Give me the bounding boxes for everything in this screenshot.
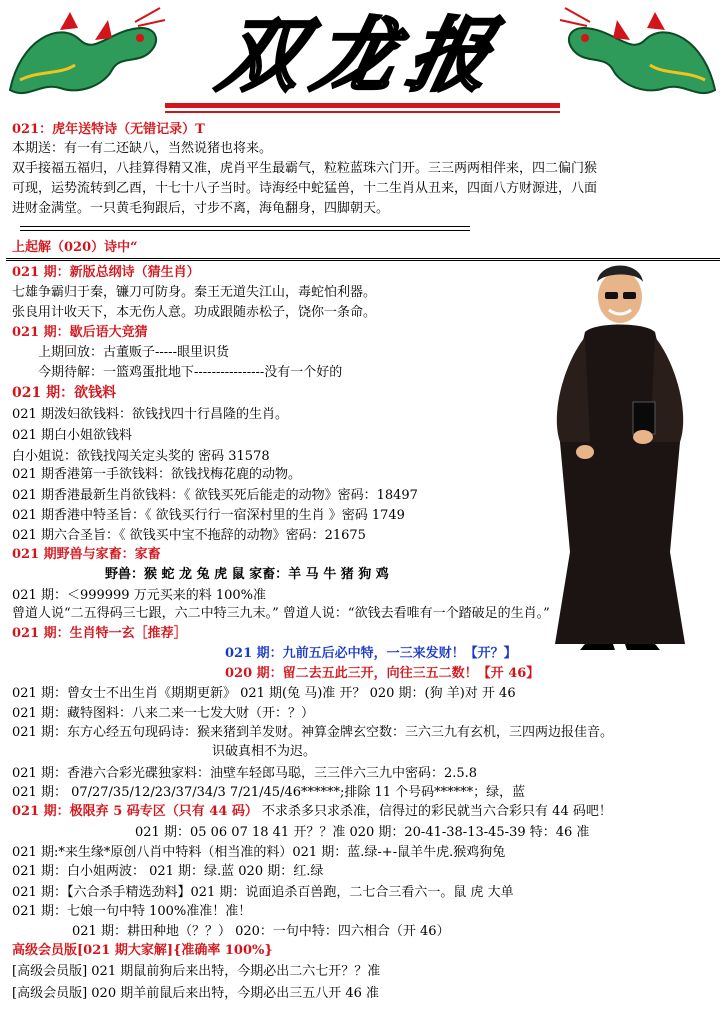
- line-l7-text: 不求杀多只求杀准，信得过的彩民就当六合彩只有 44 码吧！: [262, 804, 612, 819]
- riddle-title: 021 期：歇后语大竞猜: [12, 325, 148, 340]
- line-l9: 021 期:*来生缘*原创八肖中特料（相当准的料）021 期：蓝.绿-+-鼠羊牛虎.猴鸡狗兔: [12, 845, 506, 860]
- section2-title: 上起解（020）诗中“: [12, 240, 138, 255]
- line-l3: 021 期：东方心经五句现码诗：猴来猪到羊发财。神算金牌玄空数：三六三九有玄机，三四两边报佳音。: [12, 725, 613, 740]
- line-l7: [12, 804, 612, 820]
- divider: [20, 226, 470, 227]
- man-in-robe-illustration: [545, 252, 695, 652]
- masthead-underline: [165, 103, 560, 108]
- riddle-prev: 上期回放：古董贩子-----眼里识货: [38, 345, 229, 360]
- masthead-title: 双龙报: [211, 9, 514, 102]
- vip-title: 高级会员版[021 期大家解]{准确率 100%}: [12, 943, 273, 958]
- money-line2: 021 期白小姐欲钱料: [12, 428, 132, 443]
- section1-line4: 进财金满堂。一只黄毛狗跟后，寸步不离，海龟翻身，四脚朝天。: [12, 201, 390, 216]
- line-l8: 021 期：05 06 07 18 41 开？？准 020 期：20-41-38-13-45-39 特：46 准: [135, 825, 590, 840]
- poem-title: 021 期：新版总纲诗（猜生肖）: [12, 265, 200, 280]
- line-l5: 021 期：香港六合彩光碟独家料：油壁车轻郎马聪，三三伴六三九中密码：2.5.8: [12, 766, 478, 781]
- xuan-title: 021 期：生肖特一玄［推荐］: [12, 626, 187, 641]
- line-l13: 021 期：耕田种地（？？） 020：一句中特：四六相合（开 46）: [72, 924, 450, 939]
- line-l10: 021 期：白小姐两波： 021 期：绿.蓝 020 期：红.绿: [12, 864, 324, 879]
- beast-title: 021 期野兽与家畜：家畜: [12, 547, 161, 562]
- masthead-underline-thin: [165, 111, 560, 113]
- money-line5: 021 期香港最新生肖欲钱料：《 欲钱买死后能走的动物》密码：18497: [12, 488, 418, 503]
- money-line1: 021 期泼妇欲钱料：欲钱找四十行昌隆的生肖。: [12, 407, 288, 422]
- line-l1: 021 期：曾女士不出生肖《期期更新》 021 期(兔 马)准 开？ 020 期：(狗 羊)对 开 46: [12, 686, 516, 701]
- beast-line: 野兽：猴 蛇 龙 兔 虎 鼠 家畜：羊 马 牛 猪 狗 鸡: [105, 567, 389, 582]
- line-l4: 识破真相不为迟。: [212, 744, 317, 759]
- money-line3: 白小姐说：欲钱找闯关定头奖的 密码 31578: [12, 449, 270, 464]
- line-l7-red: 021 期：极限弃 5 码专区（只有 44 码）: [12, 804, 258, 819]
- divider: [20, 230, 470, 231]
- money-line4: 021 期香港第一手欲钱料：欲钱找梅花鹿的动物。: [12, 467, 301, 482]
- line-l6: 021 期： 07/27/35/12/23/37/34/3 7/21/45/46******;排除 11 个号码******；绿，蓝: [12, 785, 526, 800]
- line-l11: 021 期：【六合杀手精选劲料】021 期：说面追杀百兽跑，二七合三看六一。鼠 虎 大单: [12, 885, 514, 900]
- blue-prediction: 021 期：九前五后必中特，一三来发财！【开？】: [225, 646, 517, 661]
- red-prediction: 020 期：留二去五此三开，向往三五二数！【开 46】: [225, 666, 540, 681]
- vip-line1: [高级会员版] 021 期鼠前狗后来出特，今期必出二六七开？？准: [12, 964, 381, 979]
- money-title: 021 期：欲钱料: [12, 385, 117, 401]
- line-l12: 021 期：七娘一句中特 100%准准！准！: [12, 904, 252, 919]
- vip-line2: [高级会员版] 020 期羊前鼠后来出特，今期必出三五八开 46 准: [12, 986, 380, 1001]
- section1-title: 021：虎年送特诗（无错记录）T: [12, 122, 205, 137]
- masthead-header: [0, 0, 725, 118]
- riddle-now: 今期待解：一篮鸡蛋批地下----------------没有一个好的: [38, 365, 343, 380]
- section1-line1: 本期送：有一有二还缺八，当然说猪也将来。: [12, 141, 273, 156]
- taoist-line: 曾道人说“二五得码三七跟，六二中特三九末。” 曾道人说：“欲钱去看唯有一个踏破足的生肖。”: [12, 606, 550, 621]
- poem-line2: 张良用计收天下，本无伤人意。功成跟随赤松子，饶你一条命。: [12, 305, 377, 320]
- buy-line: 021 期：＜999999 万元买来的料 100%准: [12, 588, 267, 603]
- poem-line1: 七雄争霸归于秦，镰刀可防身。秦王无道失江山，毒蛇怕利器。: [12, 285, 377, 300]
- section1-line2: 双手接福五福归，八挂算得精又准，虎肖平生最霸气，粒粒蓝珠六门开。三三两两相伴来，四二偏门猴: [12, 161, 598, 176]
- left-dragon-icon: [0, 0, 170, 112]
- right-dragon-icon: [555, 0, 725, 112]
- section1-line3: 可现，运势流转到乙酉，十七十八子当时。诗海经中蛇猛兽，十二生肖从丑来，四面八方财源进，八面: [12, 181, 598, 196]
- line-l2: 021 期：藏特图料：八来二来一七发大财（开：？）: [12, 706, 314, 721]
- money-line6: 021 期香港中特圣旨：《 欲钱买行行一宿深村里的生肖 》密码 1749: [12, 508, 405, 523]
- money-line7: 021 期六合圣旨：《 欲钱买中宝不拖辞的动物》密码：21675: [12, 528, 366, 543]
